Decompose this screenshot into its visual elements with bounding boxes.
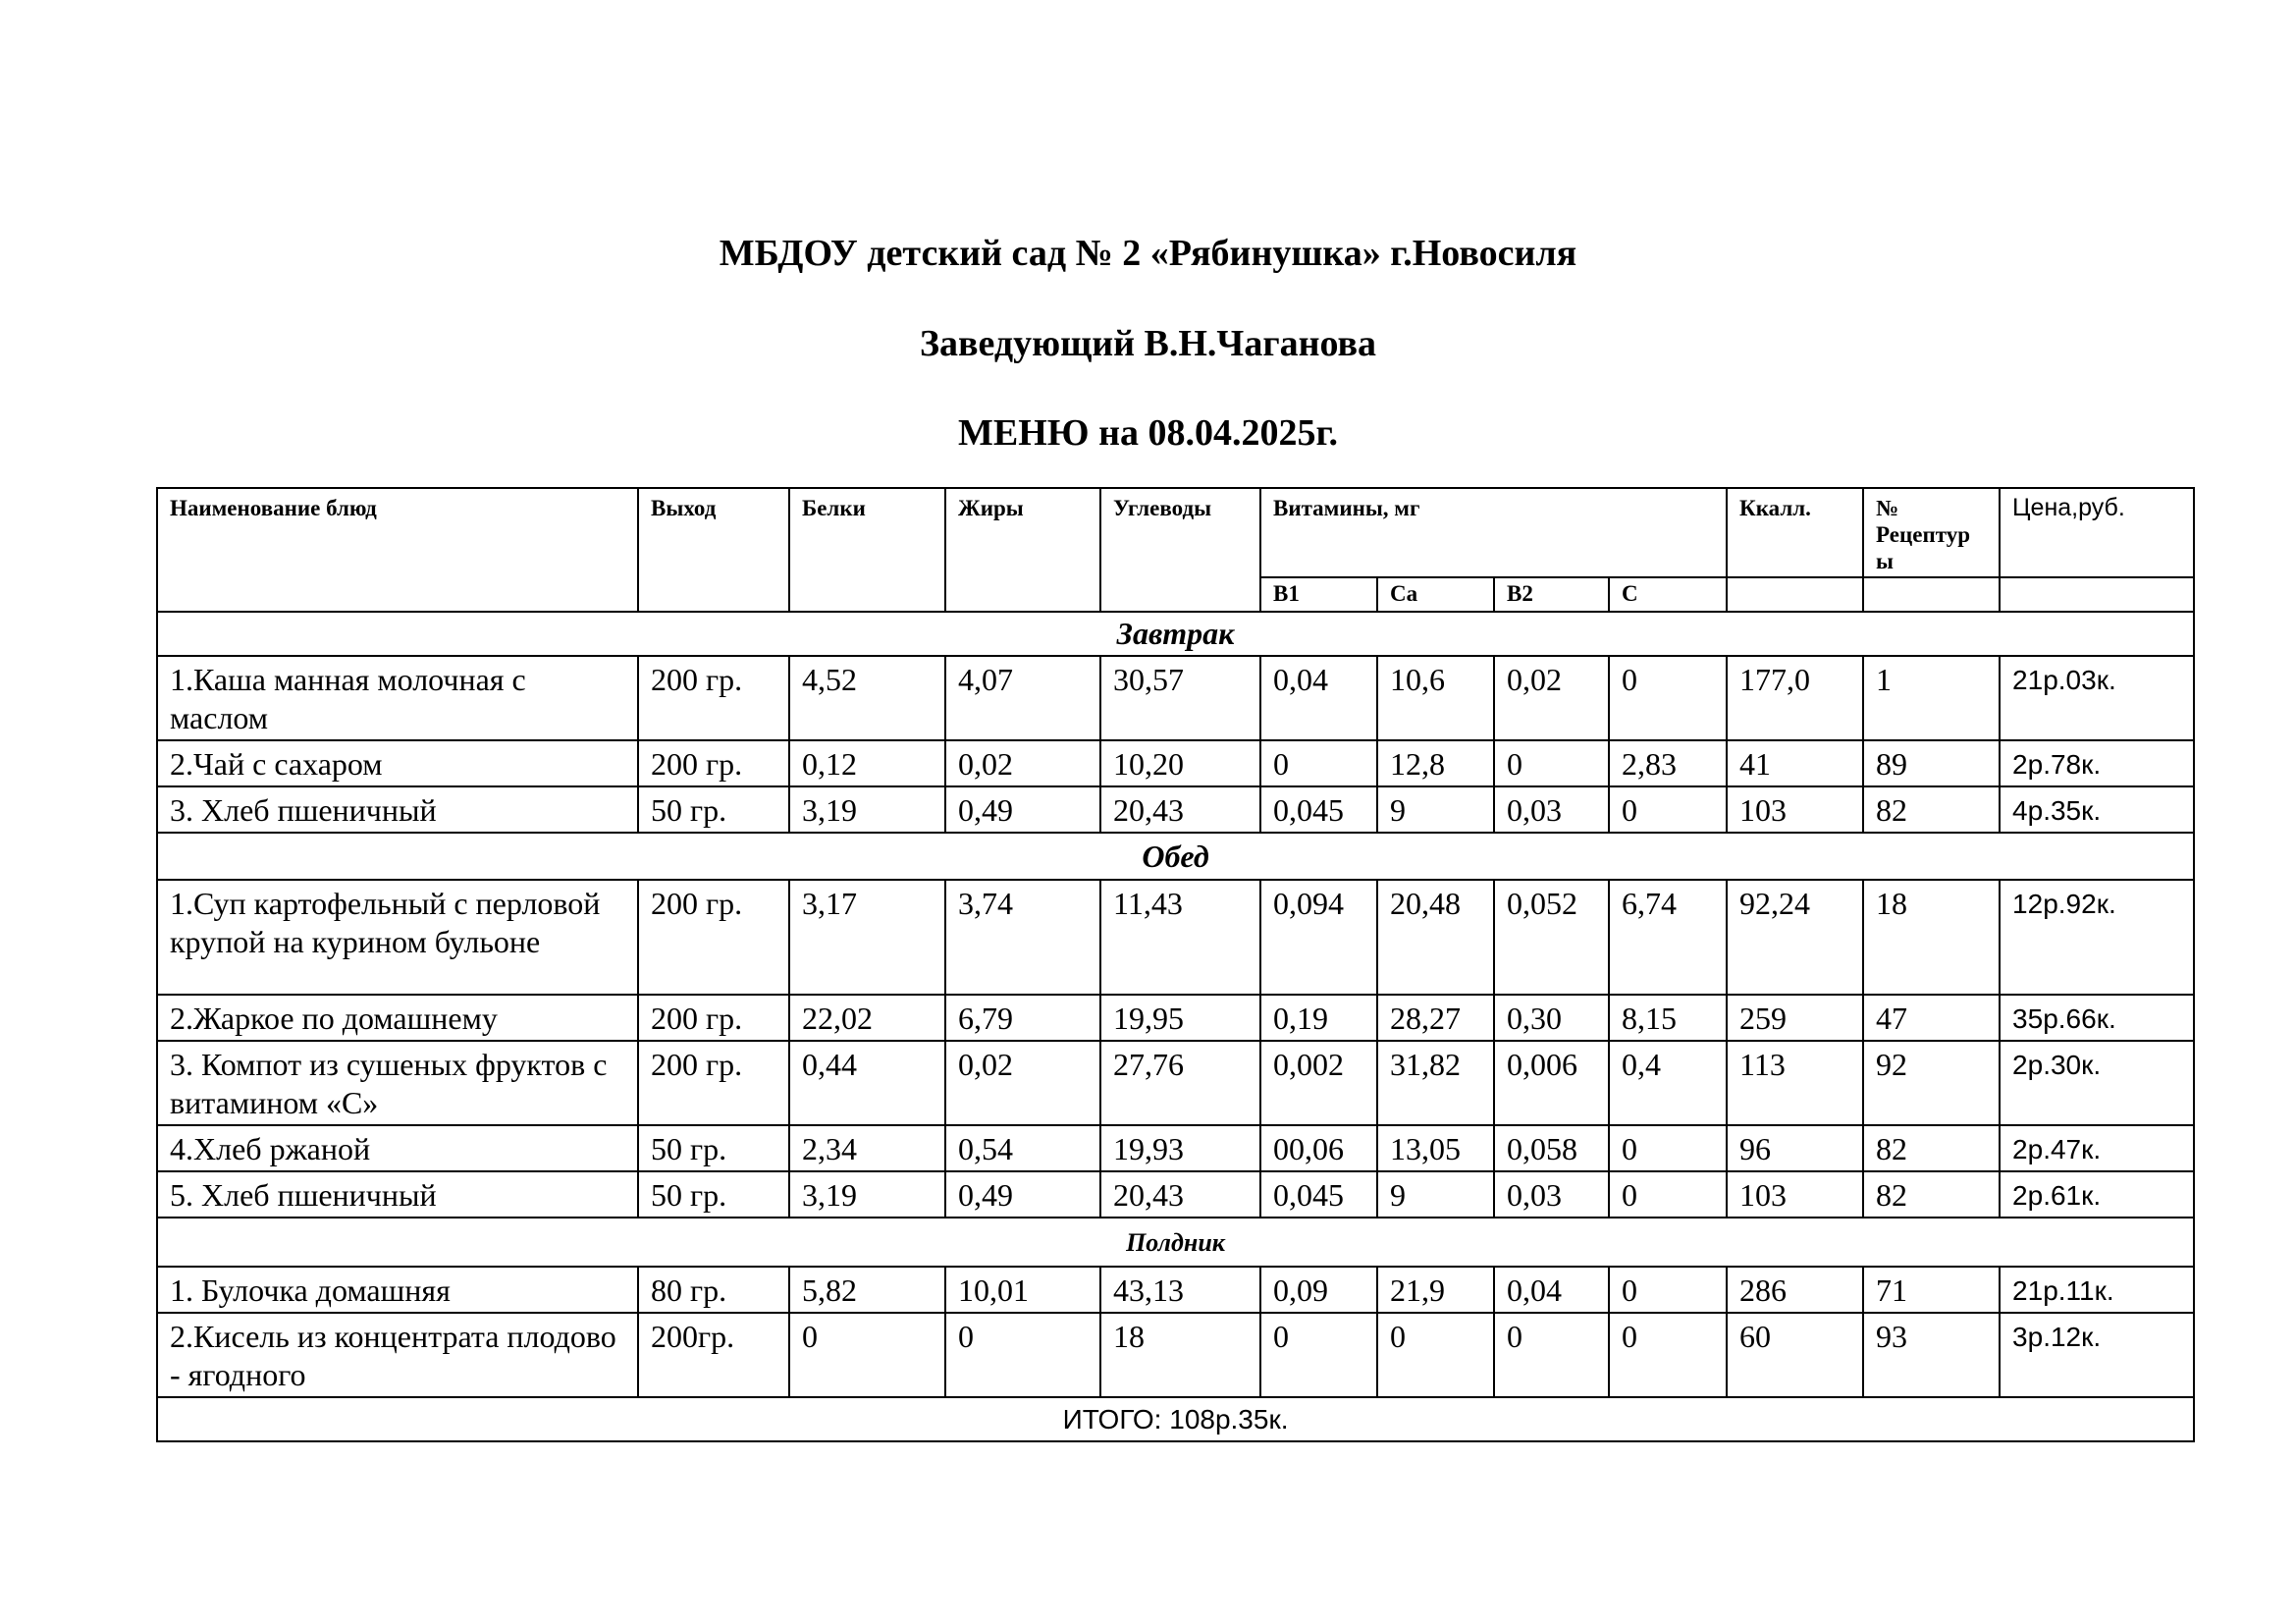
cell-recipe: 47 xyxy=(1863,995,2000,1041)
cell-b2: 0,03 xyxy=(1494,786,1609,833)
header-carbs: Углеводы xyxy=(1100,488,1260,612)
cell-price: 2р.61к. xyxy=(2000,1171,2194,1218)
cell-c: 8,15 xyxy=(1609,995,1727,1041)
cell-name: 4.Хлеб ржаной xyxy=(157,1125,638,1171)
cell-recipe: 18 xyxy=(1863,880,2000,995)
cell-c: 0 xyxy=(1609,1125,1727,1171)
section-row xyxy=(157,833,2194,880)
cell-fat: 3,74 xyxy=(945,880,1100,995)
cell-yield: 50 гр. xyxy=(638,1171,789,1218)
cell-kcal: 96 xyxy=(1727,1125,1863,1171)
cell-kcal: 177,0 xyxy=(1727,656,1863,740)
cell-recipe: 93 xyxy=(1863,1313,2000,1397)
cell-recipe: 71 xyxy=(1863,1267,2000,1313)
cell-kcal: 41 xyxy=(1727,740,1863,786)
cell-protein: 5,82 xyxy=(789,1267,945,1313)
cell-b1: 0,09 xyxy=(1260,1267,1377,1313)
section-title: Завтрак xyxy=(157,612,2194,656)
cell-price: 2р.30к. xyxy=(2000,1041,2194,1125)
section-row xyxy=(157,1218,2194,1267)
cell-fat: 0,02 xyxy=(945,740,1100,786)
cell-c: 6,74 xyxy=(1609,880,1727,995)
cell-recipe: 89 xyxy=(1863,740,2000,786)
dish-row xyxy=(157,995,2194,1041)
cell-yield: 200гр. xyxy=(638,1313,789,1397)
cell-fat: 0 xyxy=(945,1313,1100,1397)
header-empty xyxy=(1863,577,2000,612)
cell-price: 35р.66к. xyxy=(2000,995,2194,1041)
cell-fat: 0,54 xyxy=(945,1125,1100,1171)
head-name: Заведующий В.Н.Чаганова xyxy=(919,323,1377,364)
cell-fat: 0,49 xyxy=(945,1171,1100,1218)
cell-kcal: 103 xyxy=(1727,1171,1863,1218)
cell-kcal: 286 xyxy=(1727,1267,1863,1313)
cell-name: 1.Суп картофельный с перловой крупой на курином бульоне xyxy=(157,880,638,995)
cell-yield: 200 гр. xyxy=(638,995,789,1041)
total-row xyxy=(157,1397,2194,1441)
cell-protein: 2,34 xyxy=(789,1125,945,1171)
cell-b1: 0,045 xyxy=(1260,786,1377,833)
dish-row xyxy=(157,656,2194,740)
header-name: Наименование блюд xyxy=(157,488,638,612)
cell-carbs: 10,20 xyxy=(1100,740,1260,786)
header-row xyxy=(157,488,2194,577)
header-empty xyxy=(2000,577,2194,612)
cell-b2: 0 xyxy=(1494,740,1609,786)
cell-carbs: 20,43 xyxy=(1100,786,1260,833)
dish-row xyxy=(157,740,2194,786)
cell-carbs: 43,13 xyxy=(1100,1267,1260,1313)
header-price: Цена,руб. xyxy=(2000,488,2194,577)
cell-protein: 3,19 xyxy=(789,1171,945,1218)
cell-b1: 0,002 xyxy=(1260,1041,1377,1125)
header-vit-c: С xyxy=(1609,577,1727,612)
cell-name: 3. Компот из сушеных фруктов с витамином «С» xyxy=(157,1041,638,1125)
cell-b1: 0,045 xyxy=(1260,1171,1377,1218)
section-title: Обед xyxy=(157,833,2194,880)
cell-c: 0 xyxy=(1609,1171,1727,1218)
cell-price: 21р.11к. xyxy=(2000,1267,2194,1313)
cell-yield: 200 гр. xyxy=(638,1041,789,1125)
cell-carbs: 27,76 xyxy=(1100,1041,1260,1125)
cell-name: 2.Кисель из концентрата плодово - ягодного xyxy=(157,1313,638,1397)
cell-name: 1.Каша манная молочная с маслом xyxy=(157,656,638,740)
dish-row xyxy=(157,1125,2194,1171)
dish-row xyxy=(157,1267,2194,1313)
cell-c: 0 xyxy=(1609,1267,1727,1313)
cell-recipe: 1 xyxy=(1863,656,2000,740)
cell-b2: 0,04 xyxy=(1494,1267,1609,1313)
cell-b2: 0,03 xyxy=(1494,1171,1609,1218)
cell-kcal: 92,24 xyxy=(1727,880,1863,995)
header-vit-ca: Са xyxy=(1377,577,1494,612)
cell-ca: 12,8 xyxy=(1377,740,1494,786)
cell-yield: 50 гр. xyxy=(638,1125,789,1171)
header-kcal: Ккалл. xyxy=(1727,488,1863,577)
cell-yield: 50 гр. xyxy=(638,786,789,833)
cell-ca: 20,48 xyxy=(1377,880,1494,995)
menu-table xyxy=(156,487,2195,1442)
cell-name: 2.Жаркое по домашнему xyxy=(157,995,638,1041)
cell-b1: 0 xyxy=(1260,1313,1377,1397)
cell-carbs: 11,43 xyxy=(1100,880,1260,995)
cell-ca: 28,27 xyxy=(1377,995,1494,1041)
cell-c: 0 xyxy=(1609,656,1727,740)
cell-b1: 0,04 xyxy=(1260,656,1377,740)
cell-fat: 0,02 xyxy=(945,1041,1100,1125)
cell-b2: 0 xyxy=(1494,1313,1609,1397)
cell-kcal: 259 xyxy=(1727,995,1863,1041)
cell-yield: 200 гр. xyxy=(638,880,789,995)
cell-b2: 0,058 xyxy=(1494,1125,1609,1171)
header-empty xyxy=(1727,577,1863,612)
cell-carbs: 18 xyxy=(1100,1313,1260,1397)
organization-title: МБДОУ детский сад № 2 «Рябинушка» г.Новосиля xyxy=(719,233,1577,274)
cell-b2: 0,30 xyxy=(1494,995,1609,1041)
cell-price: 2р.47к. xyxy=(2000,1125,2194,1171)
cell-fat: 6,79 xyxy=(945,995,1100,1041)
cell-fat: 0,49 xyxy=(945,786,1100,833)
cell-protein: 3,19 xyxy=(789,786,945,833)
cell-price: 3р.12к. xyxy=(2000,1313,2194,1397)
cell-recipe: 92 xyxy=(1863,1041,2000,1125)
cell-ca: 31,82 xyxy=(1377,1041,1494,1125)
cell-protein: 0,12 xyxy=(789,740,945,786)
cell-ca: 13,05 xyxy=(1377,1125,1494,1171)
cell-c: 2,83 xyxy=(1609,740,1727,786)
total-value: ИТОГО: 108р.35к. xyxy=(157,1397,2194,1441)
cell-b1: 0 xyxy=(1260,740,1377,786)
cell-yield: 80 гр. xyxy=(638,1267,789,1313)
cell-fat: 10,01 xyxy=(945,1267,1100,1313)
header-vit-b1: В1 xyxy=(1260,577,1377,612)
dish-row xyxy=(157,1041,2194,1125)
cell-yield: 200 гр. xyxy=(638,656,789,740)
header-protein: Белки xyxy=(789,488,945,612)
cell-ca: 9 xyxy=(1377,786,1494,833)
cell-protein: 22,02 xyxy=(789,995,945,1041)
cell-b1: 0,19 xyxy=(1260,995,1377,1041)
header-vitamins: Витамины, мг xyxy=(1260,488,1727,577)
cell-protein: 4,52 xyxy=(789,656,945,740)
header-yield: Выход xyxy=(638,488,789,612)
cell-kcal: 103 xyxy=(1727,786,1863,833)
dish-row xyxy=(157,1171,2194,1218)
cell-price: 2р.78к. xyxy=(2000,740,2194,786)
cell-b2: 0,052 xyxy=(1494,880,1609,995)
cell-c: 0 xyxy=(1609,1313,1727,1397)
cell-protein: 0,44 xyxy=(789,1041,945,1125)
cell-name: 1. Булочка домашняя xyxy=(157,1267,638,1313)
cell-carbs: 30,57 xyxy=(1100,656,1260,740)
cell-ca: 21,9 xyxy=(1377,1267,1494,1313)
cell-carbs: 19,95 xyxy=(1100,995,1260,1041)
cell-price: 12р.92к. xyxy=(2000,880,2194,995)
cell-name: 3. Хлеб пшеничный xyxy=(157,786,638,833)
cell-recipe: 82 xyxy=(1863,1125,2000,1171)
section-row xyxy=(157,612,2194,656)
header-recipe: № Рецептуры xyxy=(1863,488,2000,577)
cell-ca: 9 xyxy=(1377,1171,1494,1218)
cell-fat: 4,07 xyxy=(945,656,1100,740)
cell-protein: 3,17 xyxy=(789,880,945,995)
cell-b1: 0,094 xyxy=(1260,880,1377,995)
cell-c: 0,4 xyxy=(1609,1041,1727,1125)
section-title: Полдник xyxy=(157,1218,2194,1267)
cell-kcal: 113 xyxy=(1727,1041,1863,1125)
dish-row xyxy=(157,1313,2194,1397)
cell-kcal: 60 xyxy=(1727,1313,1863,1397)
dish-row xyxy=(157,786,2194,833)
cell-protein: 0 xyxy=(789,1313,945,1397)
cell-price: 4р.35к. xyxy=(2000,786,2194,833)
cell-name: 5. Хлеб пшеничный xyxy=(157,1171,638,1218)
cell-price: 21р.03к. xyxy=(2000,656,2194,740)
header-fat: Жиры xyxy=(945,488,1100,612)
cell-b2: 0,006 xyxy=(1494,1041,1609,1125)
cell-carbs: 19,93 xyxy=(1100,1125,1260,1171)
cell-ca: 10,6 xyxy=(1377,656,1494,740)
cell-c: 0 xyxy=(1609,786,1727,833)
header-vit-b2: В2 xyxy=(1494,577,1609,612)
cell-b1: 00,06 xyxy=(1260,1125,1377,1171)
dish-row xyxy=(157,880,2194,995)
cell-recipe: 82 xyxy=(1863,1171,2000,1218)
cell-ca: 0 xyxy=(1377,1313,1494,1397)
cell-recipe: 82 xyxy=(1863,786,2000,833)
cell-b2: 0,02 xyxy=(1494,656,1609,740)
cell-carbs: 20,43 xyxy=(1100,1171,1260,1218)
cell-yield: 200 гр. xyxy=(638,740,789,786)
menu-title: МЕНЮ на 08.04.2025г. xyxy=(958,412,1338,454)
cell-name: 2.Чай с сахаром xyxy=(157,740,638,786)
